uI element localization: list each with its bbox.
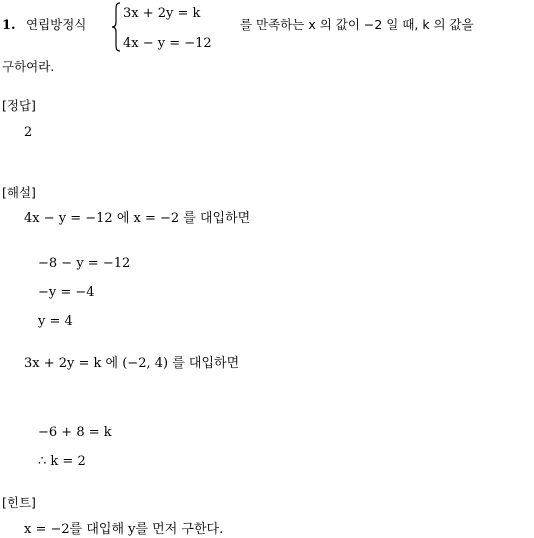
system-brace [111,2,121,52]
problem-number: 1. [2,18,16,33]
calc-line: −y = −4 [38,285,95,300]
solution-heading: [해설] [2,185,36,200]
calc-line: y = 4 [38,314,73,329]
problem-condition-cont: 구하여라. [2,59,55,74]
answer-heading: [정답] [2,98,36,113]
calc-line: ∴ k = 2 [38,454,86,469]
problem-condition: 를 만족하는 x 의 값이 −2 일 때, k 의 값을 [240,17,474,32]
hint-heading: [힌트] [2,495,36,510]
calc-line: −6 + 8 = k [38,425,112,440]
system-equation-2: 4x − y = −12 [123,36,212,51]
solution-step-2: 3x + 2y = k 에 (−2, 4) 를 대입하면 [24,356,240,371]
calc-line: −8 − y = −12 [38,256,131,271]
problem-intro: 연립방정식 [26,17,87,32]
hint-text: x = −2를 대입해 y를 먼저 구한다. [24,522,224,537]
solution-step-1: 4x − y = −12 에 x = −2 를 대입하면 [24,211,251,226]
system-equation-1: 3x + 2y = k [123,6,201,21]
answer-value: 2 [24,125,33,140]
